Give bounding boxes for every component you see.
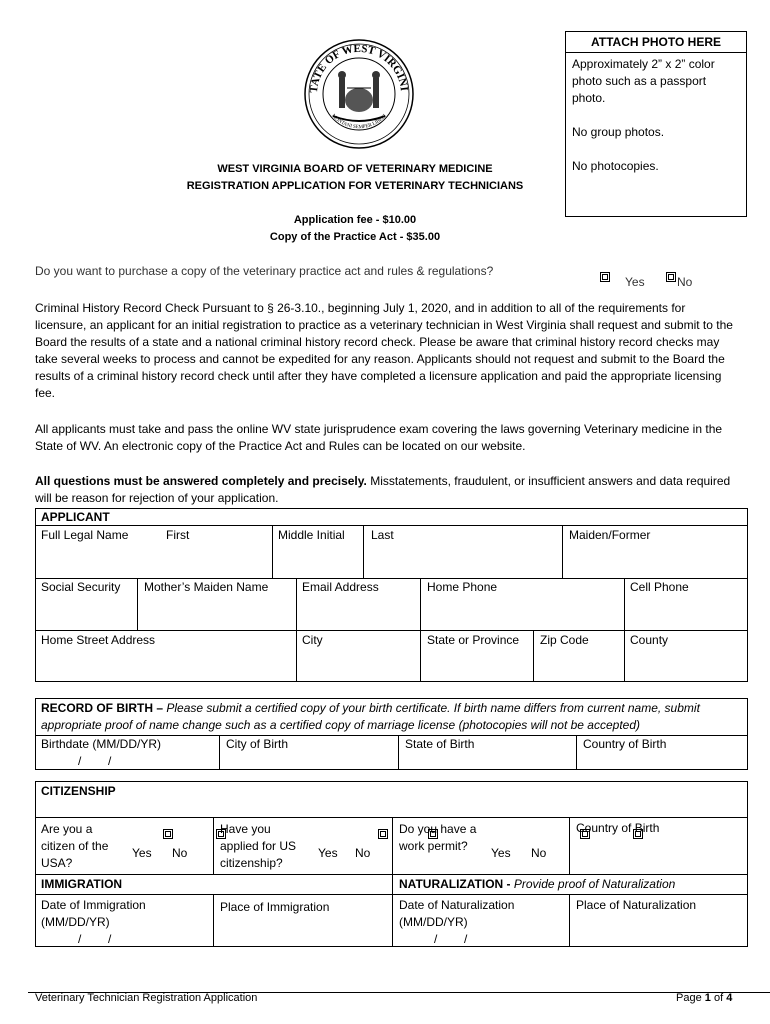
- wv-state-seal: [303, 38, 415, 150]
- home-phone-label: Home Phone: [427, 580, 498, 594]
- applicant-heading: APPLICANT: [41, 510, 110, 524]
- footer-of-label: of: [713, 992, 724, 1004]
- first-name-label: First: [166, 528, 190, 542]
- applied-citizenship-yes-label: Yes: [318, 846, 338, 860]
- application-fee: Application fee - $10.00: [293, 214, 417, 226]
- purchase-no-label: No: [677, 275, 693, 289]
- photo-box-title: ATTACH PHOTO HERE: [566, 32, 746, 53]
- email-label: Email Address: [302, 580, 379, 594]
- middle-initial-label: Middle Initial: [278, 528, 345, 542]
- footer-page-label: Page: [676, 992, 702, 1004]
- purchase-yes-label: Yes: [625, 275, 645, 289]
- cell-phone-label: Cell Phone: [630, 580, 689, 594]
- state-of-birth-label: State of Birth: [405, 737, 475, 751]
- jurisprudence-exam-paragraph: All applicants must take and pass the online WV state jurisprudence exam covering the laws governing Veterinary medicine in the State of WV. An electronic copy of the Practice Act and Rules can be located on our website.: [35, 422, 723, 453]
- cell-phone-field[interactable]: [629, 603, 743, 625]
- zip-label: Zip Code: [540, 633, 589, 647]
- citizenship-country-label: Country of Birth: [576, 821, 660, 835]
- city-of-birth-label: City of Birth: [226, 737, 289, 751]
- citizenship-heading: CITIZENSHIP: [41, 784, 116, 798]
- board-title: WEST VIRGINIA BOARD OF VETERINARY MEDICINE: [217, 163, 493, 175]
- street-address-label: Home Street Address: [41, 633, 156, 647]
- middle-initial-field[interactable]: [278, 552, 358, 574]
- applied-citizenship-no-label: No: [355, 846, 371, 860]
- birth-heading: RECORD OF BIRTH –: [41, 701, 164, 715]
- mothers-maiden-field[interactable]: [142, 603, 292, 625]
- purchase-question: Do you want to purchase a copy of the veterinary practice act and rules & regulations?: [35, 264, 494, 278]
- purchase-no-checkbox[interactable]: [666, 272, 676, 282]
- place-of-naturalization-label: Place of Naturalization: [576, 898, 697, 912]
- mothers-maiden-label: Mother’s Maiden Name: [144, 580, 269, 594]
- county-label: County: [630, 633, 669, 647]
- work-permit-no-label: No: [531, 846, 547, 860]
- photo-box-copy-note: No photocopies.: [572, 159, 659, 173]
- date-of-immigration-label: Date of Immigration (MM/DD/YR): [41, 898, 146, 929]
- footer-page-indicator: [676, 992, 732, 1004]
- ssn-field[interactable]: [41, 603, 133, 625]
- seal-bottom-text: MONTANI SEMPER LIBERI: [330, 113, 388, 131]
- footer-form-title: Veterinary Technician Registration Application: [35, 992, 258, 1004]
- city-field[interactable]: [301, 655, 416, 677]
- photo-box-group-note: No group photos.: [572, 125, 665, 139]
- naturalization-heading: [399, 876, 675, 893]
- birth-instructions-text: Please submit a certified copy of your birth certificate. If birth name differs from current name, submit appropriate proof of name change such as a certified copy of marriage license (photocopies will not be accepted): [41, 701, 700, 732]
- attach-photo-box[interactable]: [565, 31, 747, 217]
- purchase-yes-checkbox[interactable]: [600, 272, 610, 282]
- immigration-date-slashes: / /: [78, 932, 112, 946]
- criminal-history-paragraph: Criminal History Record Check Pursuant to § 26-3.10., beginning July 1, 2020, and in addition to all of the requirements for licensure, an applicant for an initial registration to practice as a veterinary technician in West Virginia shall request and submit to the Board the results of a state and a national criminal history record check. Please be aware that criminal history record checks may take several weeks to process and cannot be expedited for any reason. Applicants should not request and submit to the Board the results of a criminal history record check until after they have completed a licensure application and paid the appropriate licensing fee.: [35, 301, 733, 400]
- state-field[interactable]: [425, 655, 529, 677]
- email-field[interactable]: [301, 603, 416, 625]
- country-of-birth-label: Country of Birth: [583, 737, 667, 751]
- last-name-label: Last: [371, 528, 394, 542]
- usa-citizen-question: Are you a citizen of the USA?: [41, 822, 109, 870]
- immigration-heading: IMMIGRATION: [41, 877, 123, 891]
- photo-box-size-note: Approximately 2” x 2” color photo such as a passport photo.: [572, 57, 715, 105]
- street-address-field[interactable]: [41, 655, 291, 677]
- maiden-name-field[interactable]: [568, 552, 742, 574]
- place-of-immigration-label: Place of Immigration: [220, 900, 330, 914]
- footer-page-number: 1: [704, 992, 711, 1004]
- questions-notice-rest: Misstatements, fraudulent, or insufficient answers and data required will be reason for rejection of your application.: [35, 474, 731, 505]
- applied-citizenship-yes-checkbox[interactable]: [378, 829, 388, 839]
- usa-citizen-yes-checkbox[interactable]: [163, 829, 173, 839]
- full-legal-name-label: Full Legal Name: [41, 528, 129, 542]
- state-label: State or Province: [427, 633, 520, 647]
- questions-notice: [35, 473, 735, 507]
- zip-field[interactable]: [538, 655, 620, 677]
- questions-notice-bold: All questions must be answered completely and precisely.: [35, 474, 367, 488]
- seal-top-text: TATE OF WEST VIRGINI: [307, 42, 410, 94]
- applied-citizenship-question: Have you applied for US citizenship?: [220, 822, 297, 870]
- birthdate-slashes: / /: [78, 754, 112, 768]
- practice-act-fee: Copy of the Practice Act - $35.00: [269, 231, 441, 243]
- ssn-label: Social Security: [41, 580, 121, 594]
- date-of-naturalization-label: Date of Naturalization (MM/DD/YR): [399, 898, 515, 929]
- work-permit-yes-label: Yes: [491, 846, 511, 860]
- birth-instructions: [41, 700, 741, 734]
- naturalization-note: Provide proof of Naturalization: [510, 877, 676, 891]
- work-permit-question: Do you have a work permit?: [399, 822, 477, 853]
- naturalization-title: NATURALIZATION -: [399, 877, 511, 891]
- usa-citizen-no-label: No: [172, 846, 188, 860]
- home-phone-field[interactable]: [425, 603, 620, 625]
- last-name-field[interactable]: [369, 552, 557, 574]
- naturalization-date-slashes: / /: [434, 932, 468, 946]
- city-label: City: [302, 633, 323, 647]
- first-name-field[interactable]: [41, 552, 267, 574]
- usa-citizen-yes-label: Yes: [132, 846, 152, 860]
- application-title: REGISTRATION APPLICATION FOR VETERINARY TECHNICIANS: [186, 180, 524, 192]
- county-field[interactable]: [629, 655, 743, 677]
- maiden-name-label: Maiden/Former: [569, 528, 651, 542]
- birthdate-label: Birthdate (MM/DD/YR): [41, 737, 162, 751]
- footer-page-total: 4: [726, 992, 733, 1004]
